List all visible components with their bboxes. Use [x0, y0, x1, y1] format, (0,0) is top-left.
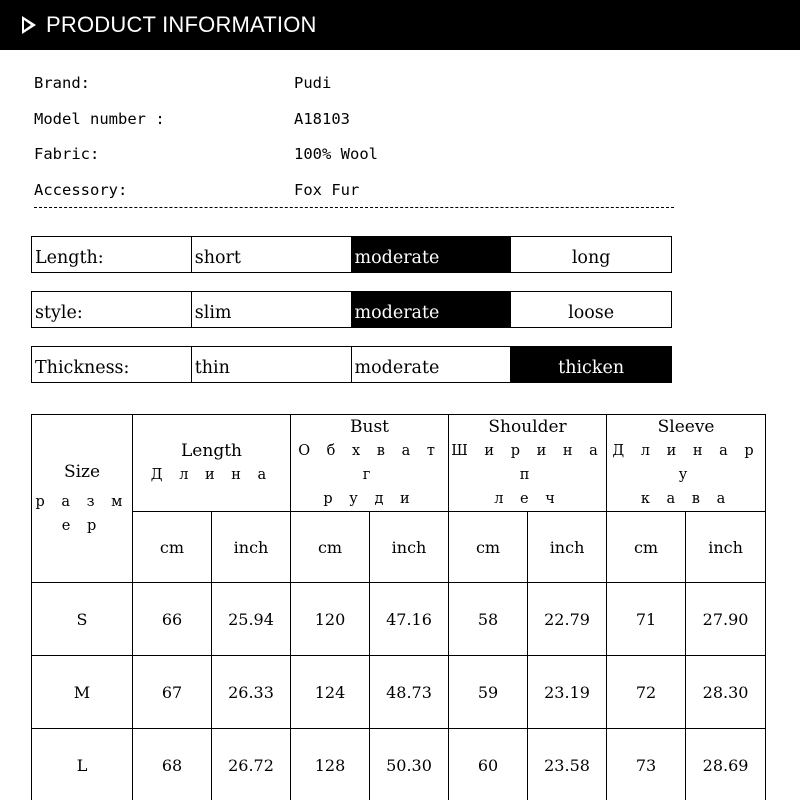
- header-text-en: Bust: [350, 417, 390, 437]
- attribute-row-thickness: [31, 346, 672, 383]
- unit-cell: cm: [607, 512, 686, 583]
- attribute-option: thin: [192, 347, 352, 382]
- header-text-en: Shoulder: [488, 417, 567, 437]
- unit-cell: inch: [686, 512, 766, 583]
- header-text-ru: Д л и н а: [150, 467, 273, 483]
- attribute-option: loose: [568, 303, 615, 323]
- value-cell: 28.30: [686, 656, 766, 729]
- attribute-option-selected: thicken: [511, 347, 671, 382]
- info-row-fabric: [34, 142, 378, 166]
- size-cell: L: [32, 729, 133, 800]
- table-row: [32, 729, 766, 800]
- value-cell: 23.58: [528, 729, 607, 800]
- info-label: Accessory:: [34, 181, 128, 199]
- attribute-option-selected: moderate: [352, 292, 512, 327]
- info-value: Fox Fur: [294, 181, 360, 199]
- header-text-en: Size: [63, 461, 101, 482]
- header-text-ru: е р: [61, 517, 103, 534]
- header-text-ru: Д л и н а р у: [612, 443, 760, 483]
- info-label: Fabric:: [34, 145, 100, 163]
- column-header-shoulder: [449, 415, 607, 512]
- header-text-ru: р а з м: [35, 493, 129, 510]
- attribute-label: Length:: [32, 237, 192, 272]
- attribute-option-selected: moderate: [352, 237, 512, 272]
- info-row-brand: [34, 71, 331, 95]
- attribute-option: short: [192, 237, 352, 272]
- unit-cell: cm: [133, 512, 212, 583]
- header-bar: [0, 0, 800, 50]
- value-cell: 71: [607, 583, 686, 656]
- info-value: A18103: [294, 110, 350, 128]
- column-header-sleeve: [607, 415, 766, 512]
- table-unit-row: [32, 512, 766, 583]
- attribute-label: Thickness:: [32, 347, 192, 382]
- value-cell: 59: [449, 656, 528, 729]
- value-cell: 73: [607, 729, 686, 800]
- value-cell: 66: [133, 583, 212, 656]
- attribute-option: moderate: [352, 347, 512, 382]
- info-value: 100% Wool: [294, 145, 378, 163]
- value-cell: 23.19: [528, 656, 607, 729]
- value-cell: 28.69: [686, 729, 766, 800]
- info-label: Brand:: [34, 74, 90, 92]
- column-header-length: [133, 415, 291, 512]
- value-cell: 26.33: [212, 656, 291, 729]
- value-cell: 124: [291, 656, 370, 729]
- value-cell: 68: [133, 729, 212, 800]
- unit-cell: inch: [212, 512, 291, 583]
- info-row-model-number: [34, 107, 350, 131]
- value-cell: 48.73: [370, 656, 449, 729]
- play-triangle-icon: [22, 16, 36, 34]
- attribute-row-length: [31, 236, 672, 273]
- size-chart-table: [31, 414, 766, 800]
- value-cell: 22.79: [528, 583, 607, 656]
- unit-cell: inch: [528, 512, 607, 583]
- header-text-en: Sleeve: [657, 417, 715, 437]
- table-row: [32, 656, 766, 729]
- value-cell: 128: [291, 729, 370, 800]
- header-text-en: Length: [181, 441, 242, 461]
- attribute-label: style:: [32, 292, 192, 327]
- value-cell: 27.90: [686, 583, 766, 656]
- attribute-row-style: [31, 291, 672, 328]
- value-cell: 120: [291, 583, 370, 656]
- value-cell: 60: [449, 729, 528, 800]
- value-cell: 58: [449, 583, 528, 656]
- header-text-ru: р у д и: [323, 491, 416, 507]
- attribute-option: long: [571, 248, 611, 268]
- attribute-option: slim: [192, 292, 352, 327]
- size-cell: S: [32, 583, 133, 656]
- header-text-ru: к а в а: [640, 491, 732, 507]
- value-cell: 67: [133, 656, 212, 729]
- header-text-ru: Ш и р и н а п: [451, 443, 604, 483]
- table-row: [32, 583, 766, 656]
- page-title: PRODUCT INFORMATION: [46, 12, 317, 37]
- dashed-divider: [34, 207, 674, 208]
- header-text-ru: О б х в а т г: [298, 443, 441, 483]
- unit-cell: cm: [449, 512, 528, 583]
- value-cell: 26.72: [212, 729, 291, 800]
- info-row-accessory: [34, 178, 359, 202]
- column-header-bust: [291, 415, 449, 512]
- unit-cell: cm: [291, 512, 370, 583]
- header-text-ru: л е ч: [494, 491, 561, 507]
- size-cell: M: [32, 656, 133, 729]
- table-header-row: [32, 415, 766, 512]
- value-cell: 25.94: [212, 583, 291, 656]
- value-cell: 50.30: [370, 729, 449, 800]
- unit-cell: inch: [370, 512, 449, 583]
- value-cell: 72: [607, 656, 686, 729]
- info-value: Pudi: [294, 74, 332, 92]
- size-header-cell: [32, 415, 133, 583]
- info-label: Model number :: [34, 110, 165, 128]
- value-cell: 47.16: [370, 583, 449, 656]
